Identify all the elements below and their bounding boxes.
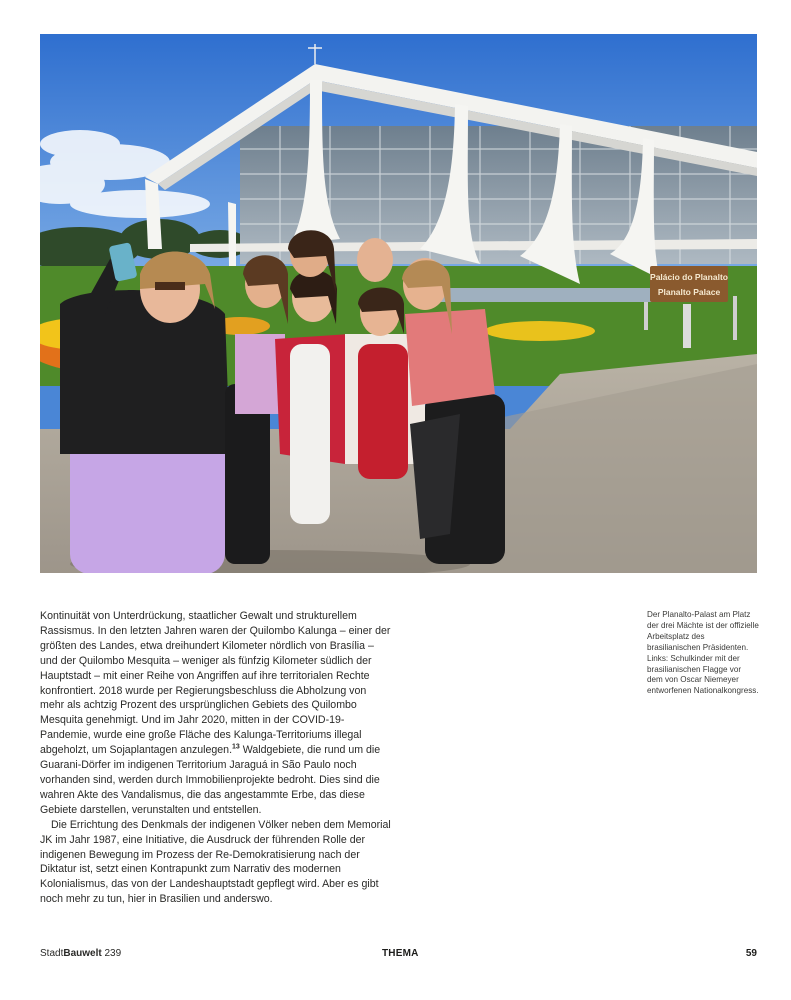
paragraph-1-text-b: Waldgebiete, die rund um die Guarani-Dörfer im indigenen Territorium Jaraguá in São Paulo noch vorhanden sind, werden durch Immobilienprojekte bedroht. Dies sind die wahren Akte des Vandalismus, die das angestammte Erbe, das diese Gebiete darstellen, verunstalten und entstellen. <box>40 744 381 816</box>
photo-caption <box>647 610 759 697</box>
planalto-palace-photo <box>40 34 757 573</box>
sign-line-2: Planalto Palace <box>657 287 721 297</box>
sign-line-1: Palácio do Planalto <box>650 272 728 282</box>
issue-number: 239 <box>104 948 122 959</box>
caption-line-1: Der Planalto-Palast am Platz der drei Mächte ist der offizielle Arbeitsplatz des brasilianischen Präsidenten. <box>647 610 759 652</box>
caption-line-2: Links: Schulkinder mit der brasilianischen Flagge vor dem von Oscar Niemeyer entworfenen Nationalkongress. <box>647 653 759 696</box>
paragraph-1-text-a: Kontinuität von Unterdrückung, staatlicher Gewalt und strukturellem Rassismus. In den letzten Jahren waren der Quilombo Kalunga – einer der größten des Landes, etwa dreihundert Kilometer nördlich von Brasília – und der Quilombo Mesquita – weniger als fünfzig Kilometer südlich der Hauptstadt – mit einer Reihe von Angriffen auf ihre territorialen Rechte konfrontiert. 2018 wurde per Regierungsbeschluss die Abholzung von mehr als achtzig Prozent des ursprünglichen Gebiets des Quilombo Mesquita genehmigt. Und im Jahr 2020, mitten in der COVID-19-Pandemie, wurde eine große Fläche des Kalunga-Territoriums illegal abgeholzt, um Sojaplantagen anzulegen. <box>40 610 391 757</box>
page-number: 59 <box>745 948 757 959</box>
magazine-name: Bauwelt <box>63 948 102 959</box>
article-body <box>40 609 392 907</box>
paragraph-1 <box>40 609 392 818</box>
magazine-prefix: Stadt <box>40 948 64 959</box>
magazine-footer <box>40 948 121 959</box>
section-label: THEMA <box>382 948 419 959</box>
paragraph-2: Die Errichtung des Denkmals der indigenen Völker neben dem Memorial JK im Jahr 1987, eine Initiative, die Ausdruck der führenden Rolle der indigenen Bewegung im Prozess der Re-Demokratisierung nach der Diktatur ist, setzt einen Kontrapunkt zum Narrativ des modernen Kolonialismus, das von der Landeshauptstadt gepflegt wird. Aber es gibt noch mehr zu tun, hier in Brasilien und anderswo. <box>40 818 391 906</box>
footnote-reference[interactable]: 13 <box>232 743 240 751</box>
